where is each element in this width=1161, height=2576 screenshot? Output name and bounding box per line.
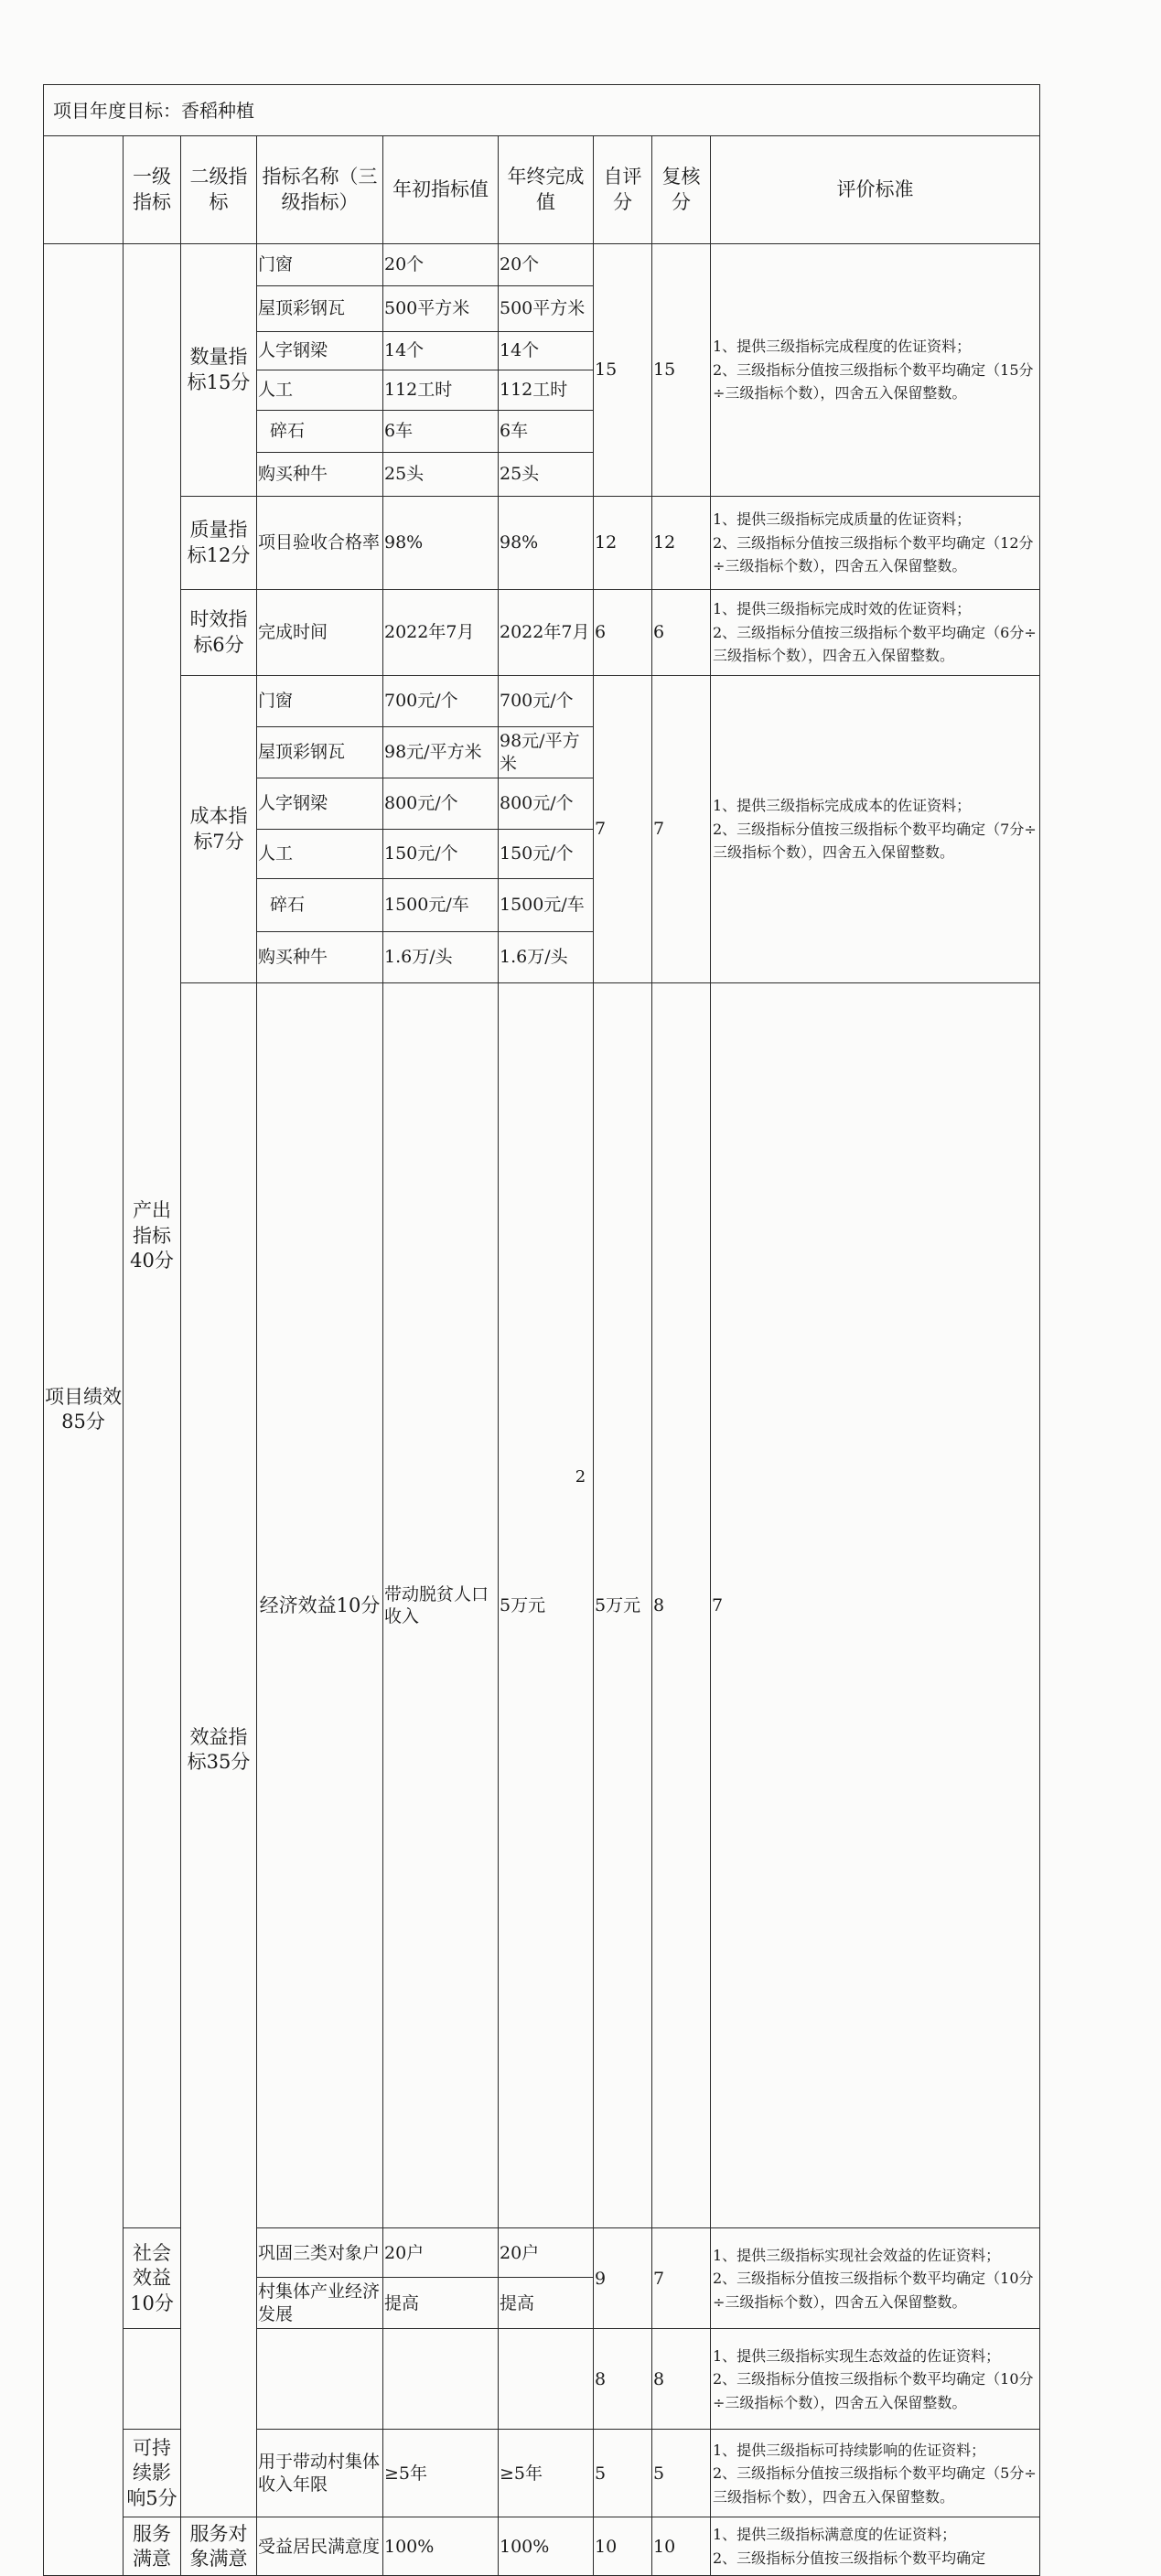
header-indicator-name: 指标名称（三级指标） [257,136,383,244]
cost-final: 98元/平方米 [499,727,594,778]
cost-name: 购买种牛 [257,932,383,983]
page-number: 2 [575,1467,586,1487]
category-project-performance: 项目绩效85分 [44,244,124,2576]
quantity-review-score: 15 [652,244,711,497]
satisfaction-standard: 1、提供三级指标满意度的佐证资料； 2、三级指标分值按三级指标个数平均确定 [711,2517,1040,2576]
economic-self-score: 8 [652,983,711,2228]
satisfaction-initial: 100% [383,2517,499,2576]
cost-initial: 98元/平方米 [383,727,499,778]
quantity-final: 500平方米 [499,286,594,332]
timeliness-initial: 2022年7月 [383,590,499,676]
ecological-final-cell [499,2329,594,2430]
quantity-self-score: 15 [594,244,652,497]
economic-name: 带动脱贫人口收入 [383,983,499,2228]
sustainable-review-score: 5 [652,2430,711,2517]
cost-final: 800元/个 [499,778,594,830]
quantity-final: 112工时 [499,370,594,411]
quality-name: 项目验收合格率 [257,497,383,590]
quantity-initial: 112工时 [383,370,499,411]
quantity-name: 购买种牛 [257,453,383,497]
quantity-name: 人工 [257,370,383,411]
social-name: 巩固三类对象户 [257,2228,383,2278]
cost-self-score: 7 [594,676,652,983]
satisfaction-review-score: 10 [652,2517,711,2576]
timeliness-final: 2022年7月 [499,590,594,676]
cost-standard: 1、提供三级指标完成成本的佐证资料； 2、三级指标分值按三级指标个数平均确定（7分÷三级指标个数），四舍五入保留整数。 [711,676,1040,983]
social-self-score: 9 [594,2228,652,2329]
ecological-standard: 1、提供三级指标实现生态效益的佐证资料； 2、三级指标分值按三级指标个数平均确定（10分÷三级指标个数），四舍五入保留整数。 [711,2329,1040,2430]
ecological-self-score: 8 [594,2329,652,2430]
quantity-initial: 20个 [383,244,499,286]
quantity-final: 14个 [499,332,594,370]
cost-name: 碎石 [257,879,383,932]
economic-review-score: 7 [711,983,1040,2228]
header-standard: 评价标准 [711,136,1040,244]
level2-satisfaction: 服务对象满意 [181,2517,257,2576]
quantity-final: 25头 [499,453,594,497]
sustainable-self-score: 5 [594,2430,652,2517]
level1-service: 服务满意 [124,2517,181,2576]
ecological-initial-cell [383,2329,499,2430]
social-final: 20户 [499,2228,594,2278]
quantity-initial: 14个 [383,332,499,370]
cost-review-score: 7 [652,676,711,983]
quantity-standard: 1、提供三级指标完成程度的佐证资料； 2、三级指标分值按三级指标个数平均确定（15分÷三级指标个数），四舍五入保留整数。 [711,244,1040,497]
sustainable-initial: ≥5年 [383,2430,499,2517]
cost-name: 屋顶彩钢瓦 [257,727,383,778]
social-initial: 20户 [383,2228,499,2278]
header-initial-value: 年初指标值 [383,136,499,244]
quality-self-score: 12 [594,497,652,590]
project-goal: 项目年度目标：香稻种植 [44,85,1040,136]
level2-social: 社会效益10分 [124,2228,181,2329]
ecological-name-cell [257,2329,383,2430]
quantity-name: 屋顶彩钢瓦 [257,286,383,332]
level2-economic: 经济效益10分 [257,983,383,2228]
performance-table [43,84,1040,2576]
level2-quality: 质量指标12分 [181,497,257,590]
sustainable-final: ≥5年 [499,2430,594,2517]
cost-final: 150元/个 [499,830,594,879]
quantity-final: 20个 [499,244,594,286]
cost-initial: 1.6万/头 [383,932,499,983]
quantity-name: 门窗 [257,244,383,286]
cost-name: 门窗 [257,676,383,727]
economic-initial: 5万元 [499,983,594,2228]
satisfaction-self-score: 10 [594,2517,652,2576]
quantity-final: 6车 [499,411,594,453]
header-blank-cell [44,136,124,244]
cost-final: 700元/个 [499,676,594,727]
ecological-label-cell [124,2329,181,2430]
quality-initial: 98% [383,497,499,590]
sustainable-standard: 1、提供三级指标可持续影响的佐证资料； 2、三级指标分值按三级指标个数平均确定（5分÷三级指标个数），四舍五入保留整数。 [711,2430,1040,2517]
header-self-score: 自评分 [594,136,652,244]
quality-final: 98% [499,497,594,590]
quantity-initial: 25头 [383,453,499,497]
level2-cost: 成本指标7分 [181,676,257,983]
ecological-review-score: 8 [652,2329,711,2430]
cost-initial: 700元/个 [383,676,499,727]
level1-output: 产出指标40分 [124,244,181,2228]
cost-final: 1500元/车 [499,879,594,932]
level1-benefit: 效益指标35分 [181,983,257,2517]
level2-quantity: 数量指标15分 [181,244,257,497]
timeliness-self-score: 6 [594,590,652,676]
header-level1: 一级指标 [124,136,181,244]
quantity-name: 人字钢梁 [257,332,383,370]
header-final-value: 年终完成值 [499,136,594,244]
quantity-initial: 500平方米 [383,286,499,332]
level2-timeliness: 时效指标6分 [181,590,257,676]
social-final: 提高 [499,2278,594,2329]
cost-initial: 150元/个 [383,830,499,879]
timeliness-standard: 1、提供三级指标完成时效的佐证资料； 2、三级指标分值按三级指标个数平均确定（6分÷三级指标个数），四舍五入保留整数。 [711,590,1040,676]
economic-final: 5万元 [594,983,652,2228]
social-initial: 提高 [383,2278,499,2329]
quality-review-score: 12 [652,497,711,590]
cost-final: 1.6万/头 [499,932,594,983]
level2-sustainable: 可持续影响5分 [124,2430,181,2517]
quantity-name: 碎石 [257,411,383,453]
quality-standard: 1、提供三级指标完成质量的佐证资料； 2、三级指标分值按三级指标个数平均确定（12分÷三级指标个数），四舍五入保留整数。 [711,497,1040,590]
timeliness-review-score: 6 [652,590,711,676]
header-level2: 二级指标 [181,136,257,244]
satisfaction-final: 100% [499,2517,594,2576]
satisfaction-name: 受益居民满意度 [257,2517,383,2576]
quantity-initial: 6车 [383,411,499,453]
cost-name: 人工 [257,830,383,879]
cost-name: 人字钢梁 [257,778,383,830]
social-review-score: 7 [652,2228,711,2329]
cost-initial: 800元/个 [383,778,499,830]
social-standard: 1、提供三级指标实现社会效益的佐证资料； 2、三级指标分值按三级指标个数平均确定（10分÷三级指标个数），四舍五入保留整数。 [711,2228,1040,2329]
sustainable-name: 用于带动村集体收入年限 [257,2430,383,2517]
cost-initial: 1500元/车 [383,879,499,932]
timeliness-name: 完成时间 [257,590,383,676]
social-name: 村集体产业经济发展 [257,2278,383,2329]
header-review-score: 复核分 [652,136,711,244]
